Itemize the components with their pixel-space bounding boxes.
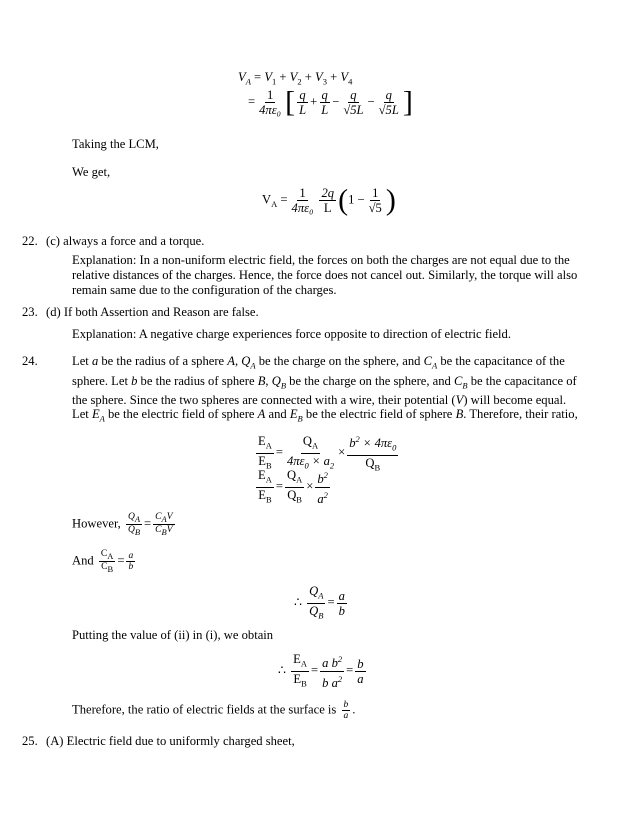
equation-va-sum: $V_A = V_1 + V_2 + V_3 + V_4$ — [238, 70, 353, 87]
q22-number: 22. — [22, 234, 38, 248]
q24-paragraph-2: Let $E_A$ be the electric field of sphere A and $E_B$ be the electric field of sphere B. Therefore, their ratio, — [72, 407, 578, 424]
q25-text: (A) Electric field due to uniformly charged sheet, — [46, 734, 295, 748]
equation-qa-qb: ∴ $\frac{Q_A}{Q_B}$ = $\frac{a}{b}$ — [294, 584, 345, 621]
equation-ea-eb-final: ∴ $\frac{E_A}{E_B}$ = $\frac{a b^2}{b a^2}$ = $\frac{b}{a}$ — [278, 652, 364, 690]
q22-explanation: Explanation: In a non-uniform electric field, the forces on both the charges are not equal due to the relative distances of the charges. Hence, the force does not cancel out. Similarly, the torque will also remain same due to the configuration of the charges. — [72, 253, 578, 297]
however-line: However, $\frac{Q_A}{Q_B}$ = $\frac{C_AV}{C_BV}$ — [72, 512, 173, 537]
q25-number: 25. — [22, 734, 38, 748]
we-get-text: We get, — [72, 165, 111, 179]
q24-number: 24. — [22, 354, 38, 368]
q23-number: 23. — [22, 305, 38, 319]
equation-va-final: $V_A$ = $\frac{1}{\text{4πε₀}}$ $\frac{2q}{L}$ (1 − $\frac{1}{√5}$ ) — [262, 183, 396, 217]
equation-ea-eb-2: $\frac{E_A}{E_B}$ = $\frac{Q_A}{Q_B}$ × $\frac{b^2}{a^2}$ — [258, 468, 328, 506]
equation-va-expanded: = $\frac{1}{\text{4πε₀}}$ [ $\frac{q}{L}$ + $\frac{q}{L}$ − $\frac{q}{√5L}$ − $\frac{q}{√5L}$ ] — [248, 85, 413, 119]
q23-explanation: Explanation: A negative charge experiences force opposite to direction of electric field. — [72, 327, 511, 341]
putting-value-text: Putting the value of (ii) in (i), we obtain — [72, 628, 274, 642]
conclusion-line: Therefore, the ratio of electric fields at the surface is $\frac{b}{a}$ . — [72, 700, 356, 721]
q24-paragraph-1: Let a be the radius of a sphere A, $Q_A$ be the charge on the sphere, and $C_A$ be the capacitance of the sphere. Let b be the radius of sphere B, $Q_B$ be the charge on the sphere, and $C_B$ be the capacitance of the sphere. Since the two spheres are connected with a wire, their potential (V) will become equal. — [72, 354, 577, 408]
q22-answer: (c) always a force and a torque. — [46, 234, 205, 248]
equation-ea-eb-1: $\frac{E_A}{E_B}$ = $\frac{Q_A}{4\pi\varepsilon_0 \times a_2}$ × $\frac{b^2 \times 4\pi\varepsilon_0}{Q_B}$ — [258, 434, 397, 473]
and-line: And $\frac{C_A}{C_B}$ = $\frac{a}{b}$ — [72, 549, 134, 574]
q23-answer: (d) If both Assertion and Reason are false. — [46, 305, 259, 319]
taking-lcm-text: Taking the LCM, — [72, 137, 159, 151]
